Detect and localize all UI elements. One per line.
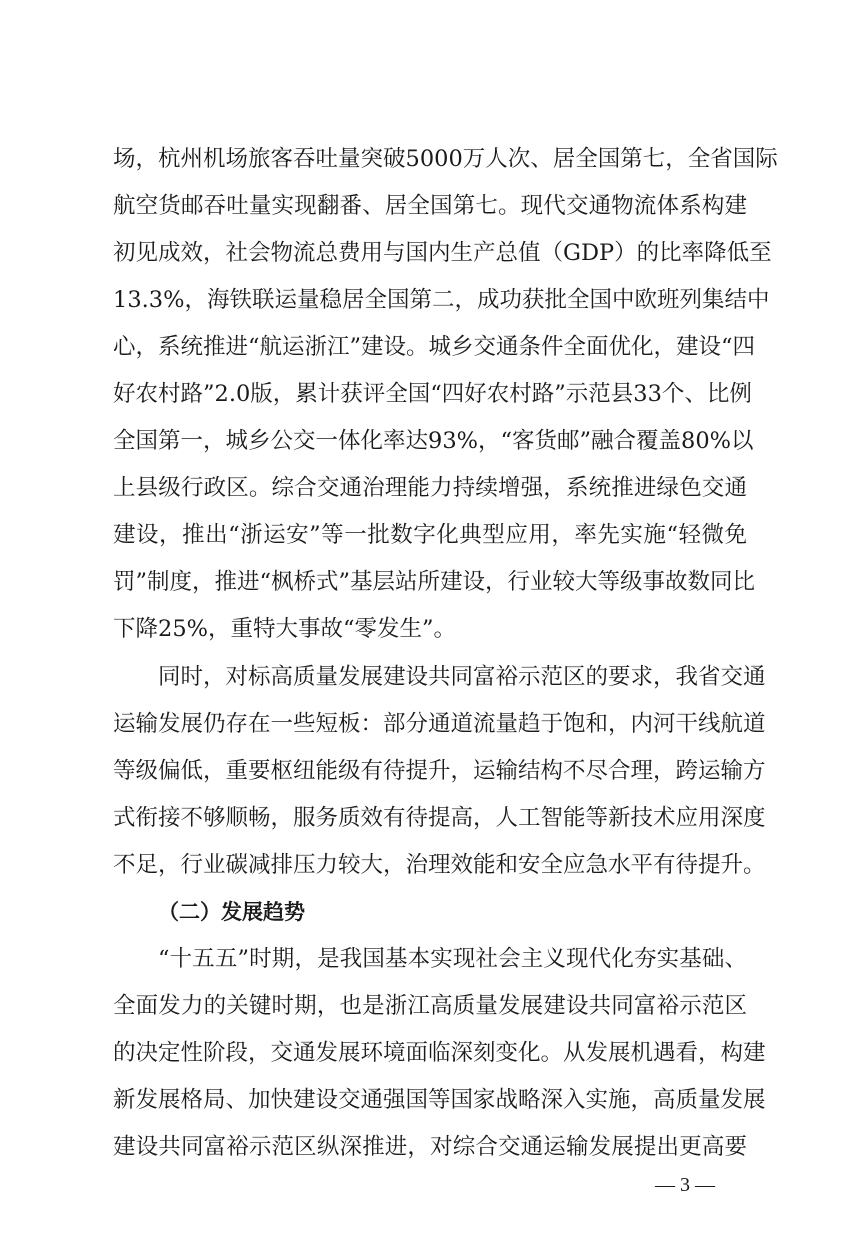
body-line: 运输发展仍存在一些短板：部分通道流量趋于饱和，内河干线航道 xyxy=(113,711,766,737)
page-number: — 3 — xyxy=(655,1174,715,1196)
body-line: 建设共同富裕示范区纵深推进，对综合交通运输发展提出更高要 xyxy=(113,1134,747,1160)
body-line: 心，系统推进“航运浙江”建设。城乡交通条件全面优化，建设“四 xyxy=(113,334,756,360)
body-line: 上县级行政区。综合交通治理能力持续增强，系统推进绿色交通 xyxy=(113,475,747,501)
body-line: 场，杭州机场旅客吞吐量突破5000万人次、居全国第七，全省国际 xyxy=(113,146,778,172)
section-heading: （二）发展趋势 xyxy=(158,900,305,924)
body-line: 建设，推出“浙运安”等一批数字化典型应用，率先实施“轻微免 xyxy=(113,522,747,548)
body-line: 全面发力的关键时期，也是浙江高质量发展建设共同富裕示范区 xyxy=(113,993,747,1019)
body-line: 新发展格局、加快建设交通强国等国家战略深入实施，高质量发展 xyxy=(113,1087,766,1113)
body-line: 等级偏低，重要枢纽能级有待提升，运输结构不尽合理，跨运输方 xyxy=(113,758,766,784)
body-line: 13.3%，海铁联运量稳居全国第二，成功获批全国中欧班列集结中 xyxy=(113,287,770,313)
body-line: 航空货邮吞吐量实现翻番、居全国第七。现代交通物流体系构建 xyxy=(113,193,747,219)
body-line: 初见成效，社会物流总费用与国内生产总值（GDP）的比率降低至 xyxy=(113,240,772,266)
body-line: 同时，对标高质量发展建设共同富裕示范区的要求，我省交通 xyxy=(158,664,766,690)
body-line: 不足，行业碳减排压力较大，治理效能和安全应急水平有待提升。 xyxy=(113,852,766,878)
body-line: 的决定性阶段，交通发展环境面临深刻变化。从发展机遇看，构建 xyxy=(113,1040,766,1066)
body-line: “十五五”时期，是我国基本实现社会主义现代化夯实基础、 xyxy=(158,946,747,972)
body-line: 下降25%，重特大事故“零发生”。 xyxy=(113,616,457,642)
body-line: 罚”制度，推进“枫桥式”基层站所建设，行业较大等级事故数同比 xyxy=(113,569,756,595)
body-line: 好农村路”2.0版，累计获评全国“四好农村路”示范县33个、比例 xyxy=(113,381,752,407)
body-line: 式衔接不够顺畅，服务质效有待提高，人工智能等新技术应用深度 xyxy=(113,805,766,831)
body-line: 全国第一，城乡公交一体化率达93%，“客货邮”融合覆盖80%以 xyxy=(113,428,754,454)
